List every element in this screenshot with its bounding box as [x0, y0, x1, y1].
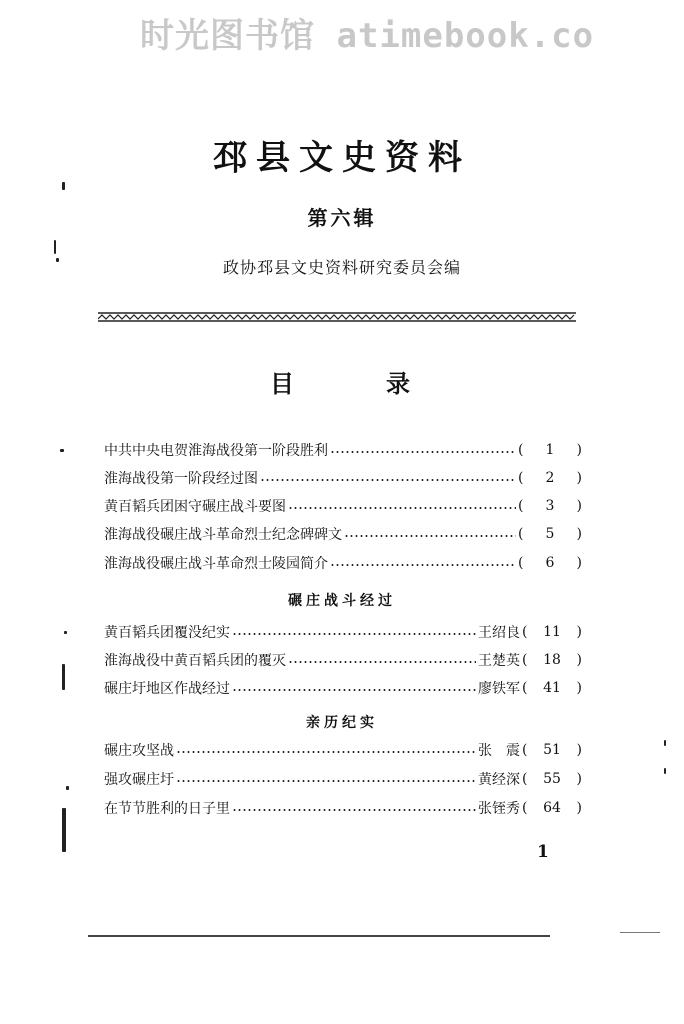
scan-speck [64, 631, 67, 634]
bottom-rule-fragment [620, 932, 660, 933]
toc-entry-title: 淮海战役第一阶段经过图 [104, 471, 258, 487]
scan-speck [54, 240, 56, 254]
toc-entry-title: 碾庄圩地区作战经过 [104, 681, 230, 697]
watermark: 时光图书馆 atimebook.co [140, 16, 595, 56]
dot-leader [176, 751, 476, 753]
page-ref: 51 [543, 742, 561, 758]
volume-label: 第六辑 [307, 206, 377, 230]
toc-entry-title: 中共中央电贺淮海战役第一阶段胜利 [104, 443, 328, 459]
toc-entry-author: 黄经深 [478, 772, 520, 788]
toc-entry-author: 王楚英 [478, 653, 520, 669]
toc-entry-title: 黄百韬兵团困守碾庄战斗要图 [104, 499, 286, 515]
toc-entry-page: ( 3 ) [518, 498, 582, 514]
dot-leader [232, 633, 476, 635]
toc-entry-page: ( 51 ) [522, 742, 582, 758]
scan-speck [66, 786, 69, 790]
dot-leader [232, 809, 476, 811]
toc-entry-author: 张 震 [478, 743, 520, 759]
toc-entry-author: 张铚秀 [478, 801, 520, 817]
toc-entry-author: 王绍良 [478, 625, 520, 641]
toc-entry[interactable] [104, 439, 582, 461]
toc-entry[interactable] [104, 797, 582, 819]
scan-speck [60, 449, 64, 452]
dot-leader [344, 535, 516, 537]
page-ref: 6 [545, 555, 555, 571]
dot-leader [288, 507, 516, 509]
toc-entry-page: ( 41 ) [522, 680, 582, 696]
toc-entry-title: 黄百韬兵团覆没纪实 [104, 625, 230, 641]
editor-credit: 政协邳县文史资料研究委员会编 [222, 258, 461, 277]
toc-entry[interactable] [104, 649, 582, 671]
toc-entry[interactable] [104, 552, 582, 574]
toc-entry[interactable] [104, 495, 582, 517]
scan-speck [62, 182, 65, 190]
dot-leader [330, 451, 516, 453]
section-heading: 碾庄战斗经过 [288, 593, 396, 609]
toc-entry[interactable] [104, 523, 582, 545]
dot-leader [176, 780, 476, 782]
scan-speck [664, 740, 666, 746]
scan-speck [56, 258, 59, 262]
toc-entry-title: 在节节胜利的日子里 [104, 801, 230, 817]
page-ref: 41 [543, 680, 561, 696]
dot-leader [260, 479, 516, 481]
page-ref: 5 [545, 526, 555, 542]
toc-entry-page: ( 5 ) [518, 526, 582, 542]
toc-entry-title: 淮海战役中黄百韬兵团的覆灭 [104, 653, 286, 669]
zigzag-divider [98, 312, 576, 322]
book-title: 邳县文史资料 [213, 138, 471, 178]
scan-speck [62, 664, 65, 690]
toc-entry[interactable] [104, 739, 582, 761]
page-ref: 11 [543, 624, 561, 640]
page-ref: 2 [545, 470, 555, 486]
toc-entry-title: 淮海战役碾庄战斗革命烈士陵园简介 [104, 556, 328, 572]
dot-leader [232, 689, 476, 691]
toc-entry-page: ( 64 ) [522, 800, 582, 816]
scan-speck [664, 768, 666, 774]
toc-entry-page: ( 55 ) [522, 771, 582, 787]
dot-leader [288, 661, 476, 663]
toc-entry[interactable] [104, 768, 582, 790]
page-ref: 18 [543, 652, 561, 668]
page-ref: 1 [545, 442, 555, 458]
dot-leader [330, 564, 516, 566]
toc-entry-title: 淮海战役碾庄战斗革命烈士纪念碑碑文 [104, 527, 342, 543]
toc-heading-left: 目 [270, 370, 294, 398]
toc-heading [270, 364, 410, 399]
toc-entry-page: ( 2 ) [518, 470, 582, 486]
toc-entry-title: 碾庄攻坚战 [104, 743, 174, 759]
toc-entry[interactable] [104, 621, 582, 643]
toc-entry[interactable] [104, 467, 582, 489]
section-heading: 亲历纪实 [306, 715, 378, 731]
toc-entry-page: ( 1 ) [518, 442, 582, 458]
page-ref: 55 [543, 771, 561, 787]
page-ref: 64 [543, 800, 561, 816]
toc-entry-page: ( 18 ) [522, 652, 582, 668]
toc-heading-right: 录 [386, 370, 410, 398]
toc-entry-page: ( 11 ) [522, 624, 582, 640]
page-number: 1 [537, 842, 549, 862]
scan-speck [62, 808, 66, 852]
toc-entry-author: 廖铁军 [478, 681, 520, 697]
toc-entry-title: 强攻碾庄圩 [104, 772, 174, 788]
bottom-rule [88, 935, 550, 937]
toc-entry-page: ( 6 ) [518, 555, 582, 571]
toc-entry[interactable] [104, 677, 582, 699]
page-ref: 3 [545, 498, 555, 514]
